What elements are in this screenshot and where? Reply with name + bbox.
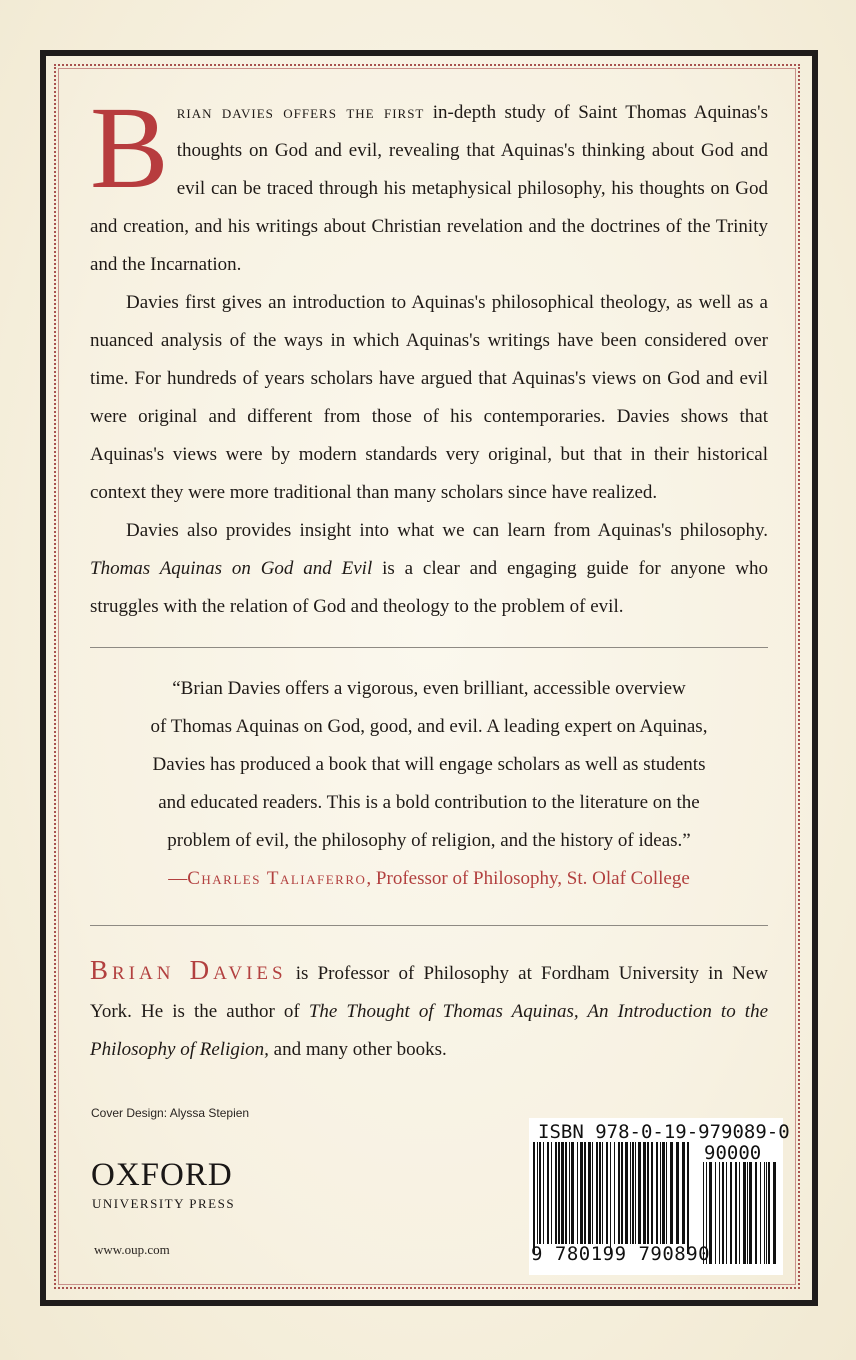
- publisher-website: www.oup.com: [94, 1242, 170, 1257]
- barcode-bar: [670, 1142, 673, 1244]
- barcode-bar: [571, 1142, 574, 1244]
- paragraph-3-end: is a clear and engaging guide for anyone who struggles with the relation of God and theology to the problem of evil.: [90, 558, 769, 617]
- barcode-bar: [584, 1142, 586, 1244]
- ean-number: 9 780199 790890: [531, 1243, 711, 1265]
- quote-line-2: of Thomas Aquinas on God, good, and evil. A leading expert on Aquinas,: [150, 716, 708, 737]
- drop-cap: B: [90, 82, 169, 213]
- description: [90, 82, 769, 626]
- author-book-titles: The Thought of Thomas Aquinas, An Introduction to the Philosophy of Religion,: [90, 1001, 769, 1060]
- paragraph-1-text: in-depth study of Saint Thomas Aquinas's thoughts on God and evil, revealing that Aquinas's thinking about God and evil can be traced through his metaphysical philosophy, his thoughts on God and creation, and his writings about Christian revelation and the doctrines of the Trinity and the Incarnation.: [90, 102, 768, 275]
- quote-line-1: “Brian Davies offers a vigorous, even brilliant, accessible overview: [172, 678, 686, 699]
- barcode-bar: [666, 1142, 667, 1244]
- barcode-bar: [592, 1142, 593, 1244]
- publisher-logo-sub: UNIVERSITY PRESS: [92, 1196, 236, 1211]
- barcode-addon-bar: [747, 1162, 748, 1264]
- barcode-bar: [533, 1142, 535, 1254]
- barcode-addon-bar: [730, 1162, 732, 1264]
- barcode-bar: [687, 1142, 689, 1254]
- barcode-bar: [602, 1142, 603, 1244]
- isbn-label: ISBN 978-0-19-979089-0: [538, 1121, 790, 1143]
- description-paragraph-3: [90, 512, 768, 626]
- barcode-bar: [638, 1142, 641, 1244]
- barcode-bar: [565, 1142, 567, 1244]
- barcode-bar: [610, 1142, 611, 1254]
- barcode-addon-bar: [760, 1162, 761, 1264]
- barcode-bar: [577, 1142, 578, 1244]
- barcode-addon-bar: [764, 1162, 765, 1264]
- divider-rule-top: [90, 647, 768, 648]
- barcode-addon-bar: [768, 1162, 770, 1264]
- paragraph-3-start: Davies also provides insight into what we can learn from Aquinas's philosophy.: [126, 520, 768, 541]
- barcode-bar: [662, 1142, 665, 1244]
- barcode-bar: [614, 1142, 615, 1244]
- barcode-bar: [561, 1142, 564, 1244]
- divider-rule-bottom: [90, 925, 768, 926]
- barcode-bar: [660, 1142, 661, 1244]
- barcode-addon-bar: [739, 1162, 740, 1264]
- barcode-bar: [651, 1142, 653, 1244]
- quote-line-4: and educated readers. This is a bold contribution to the literature on the: [158, 792, 700, 813]
- author-bio-start: is Professor of Philosophy at Fordham University in New York. He is the author of: [90, 963, 768, 1022]
- barcode-addon-bar: [773, 1162, 776, 1264]
- barcode-addon-bar: [722, 1162, 724, 1264]
- lead-in-smallcaps: rian davies offers the first: [176, 102, 425, 123]
- barcode-bar: [625, 1142, 628, 1244]
- barcode-bar: [555, 1142, 557, 1244]
- barcode-bar: [643, 1142, 646, 1244]
- attribution-name: Charles Taliaferro: [187, 868, 367, 889]
- author-bio: [90, 951, 768, 1069]
- author-bio-end: and many other books.: [268, 1039, 447, 1060]
- barcode-bar: [618, 1142, 620, 1244]
- quote-line-3: Davies has produced a book that will engage scholars as well as students: [152, 754, 706, 775]
- cover-design-credit: Cover Design: Alyssa Stepien: [91, 1106, 250, 1120]
- barcode-addon-bar: [766, 1162, 767, 1264]
- barcode-bar: [539, 1142, 541, 1244]
- barcode-bar: [543, 1142, 544, 1244]
- barcode-addon-bar: [743, 1162, 746, 1264]
- barcode-addon-bar: [715, 1162, 716, 1264]
- barcode-bar: [537, 1142, 538, 1244]
- barcode-bar: [647, 1142, 649, 1244]
- barcode-bar: [599, 1142, 601, 1244]
- barcode-bar: [596, 1142, 598, 1244]
- barcode-bar: [606, 1142, 608, 1244]
- publisher-logo-name: OXFORD: [91, 1157, 233, 1193]
- attribution-affiliation: , Professor of Philosophy, St. Olaf College: [366, 868, 690, 889]
- barcode-bar: [588, 1142, 591, 1244]
- barcode-bar: [682, 1142, 685, 1244]
- barcode-bar: [621, 1142, 623, 1244]
- barcode-bar: [580, 1142, 583, 1244]
- barcode-addon-bar: [755, 1162, 757, 1264]
- book-title-italic: Thomas Aquinas on God and Evil: [90, 558, 373, 579]
- barcode-bar: [635, 1142, 636, 1244]
- barcode-bar: [558, 1142, 560, 1244]
- barcode-bar: [630, 1142, 631, 1244]
- barcode-addon-bar: [719, 1162, 720, 1264]
- attribution-dash: —: [168, 868, 188, 889]
- author-name: Brian Davies: [90, 955, 287, 985]
- barcode-addon-bar: [749, 1162, 752, 1264]
- barcode-addon-bar: [735, 1162, 737, 1264]
- price-code: 90000: [704, 1142, 762, 1164]
- description-paragraph-2: Davies first gives an introduction to Aquinas's philosophical theology, as well as a nuanced analysis of the ways in which Aquinas's writings have been considered over time. For hundreds of years scholars have argued that Aquinas's views on God and evil were original and different from those of his contemporaries. Davies shows that Aquinas's views were by modern standards very original, but that in their historical context they were more traditional than many scholars since have realized.: [90, 292, 768, 503]
- quote-line-5: problem of evil, the philosophy of religion, and the history of ideas.”: [167, 830, 691, 851]
- barcode-bar: [551, 1142, 552, 1244]
- endorsement-quote: [90, 670, 768, 898]
- quote-attribution: [90, 860, 768, 898]
- barcode-bar: [569, 1142, 570, 1244]
- barcode-bar: [632, 1142, 634, 1244]
- barcode-bar: [656, 1142, 658, 1244]
- barcode-bar: [547, 1142, 549, 1244]
- barcode-addon-bar: [726, 1162, 727, 1264]
- description-paragraph-1: [90, 82, 768, 284]
- barcode-bar: [676, 1142, 679, 1244]
